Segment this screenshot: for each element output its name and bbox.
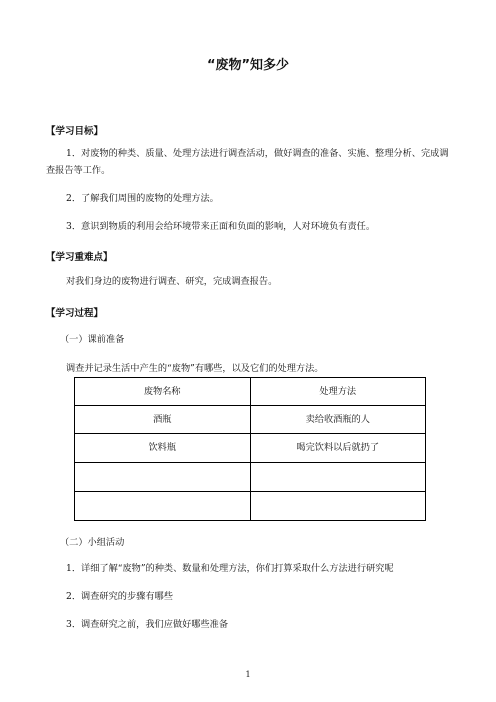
goal-item-2: 2．了解我们周围的废物的处理方法。: [66, 193, 219, 204]
waste-table: [74, 377, 426, 521]
part2-item-1: 1．详细了解“废物”的种类、数量和处理方法，你们打算采取什么方法进行研究呢: [66, 563, 394, 574]
table-row: [75, 434, 426, 463]
table-header-row: [75, 378, 426, 406]
table-header-name: 废物名称: [75, 378, 251, 406]
goal-item-3: 3．意识到物质的利用会给环境带来正面和负面的影响，人对环境负有责任。: [66, 221, 376, 232]
goals-heading: 【学习目标】: [46, 126, 104, 137]
table-cell: 酒瓶: [75, 406, 251, 434]
table-header-method: 处理方法: [250, 378, 426, 406]
key-text: 对我们身边的废物进行调查、研究，完成调查报告。: [66, 276, 278, 287]
table-cell: [250, 492, 426, 521]
page-number: 1: [245, 670, 251, 679]
table-row: [75, 492, 426, 521]
key-heading: 【学习重难点】: [46, 252, 113, 263]
goal-item-1: 1．对废物的种类、质量、处理方法进行调查活动，做好调查的准备、实施、整理分析、完成调查报告等工作。: [46, 148, 449, 176]
page-title: “废物”知多少: [206, 58, 290, 73]
part2-title: （二）小组活动: [60, 537, 125, 548]
table-cell: [75, 463, 251, 492]
table-cell: 饮料瓶: [75, 434, 251, 463]
part2-item-2: 2．调查研究的步骤有哪些: [66, 591, 173, 602]
table-row: [75, 406, 426, 434]
part1-title: （一）课前准备: [60, 334, 125, 345]
table-cell: [75, 492, 251, 521]
table-row: [75, 463, 426, 492]
table-cell: 卖给收酒瓶的人: [250, 406, 426, 434]
table-cell: [250, 463, 426, 492]
table-cell: 喝完饮料以后就扔了: [250, 434, 426, 463]
part2-item-3: 3．调查研究之前，我们应做好哪些准备: [66, 619, 229, 630]
process-heading: 【学习过程】: [46, 308, 104, 319]
part1-intro: 调查并记录生活中产生的“废物”有哪些，以及它们的处理方法。: [66, 363, 324, 374]
